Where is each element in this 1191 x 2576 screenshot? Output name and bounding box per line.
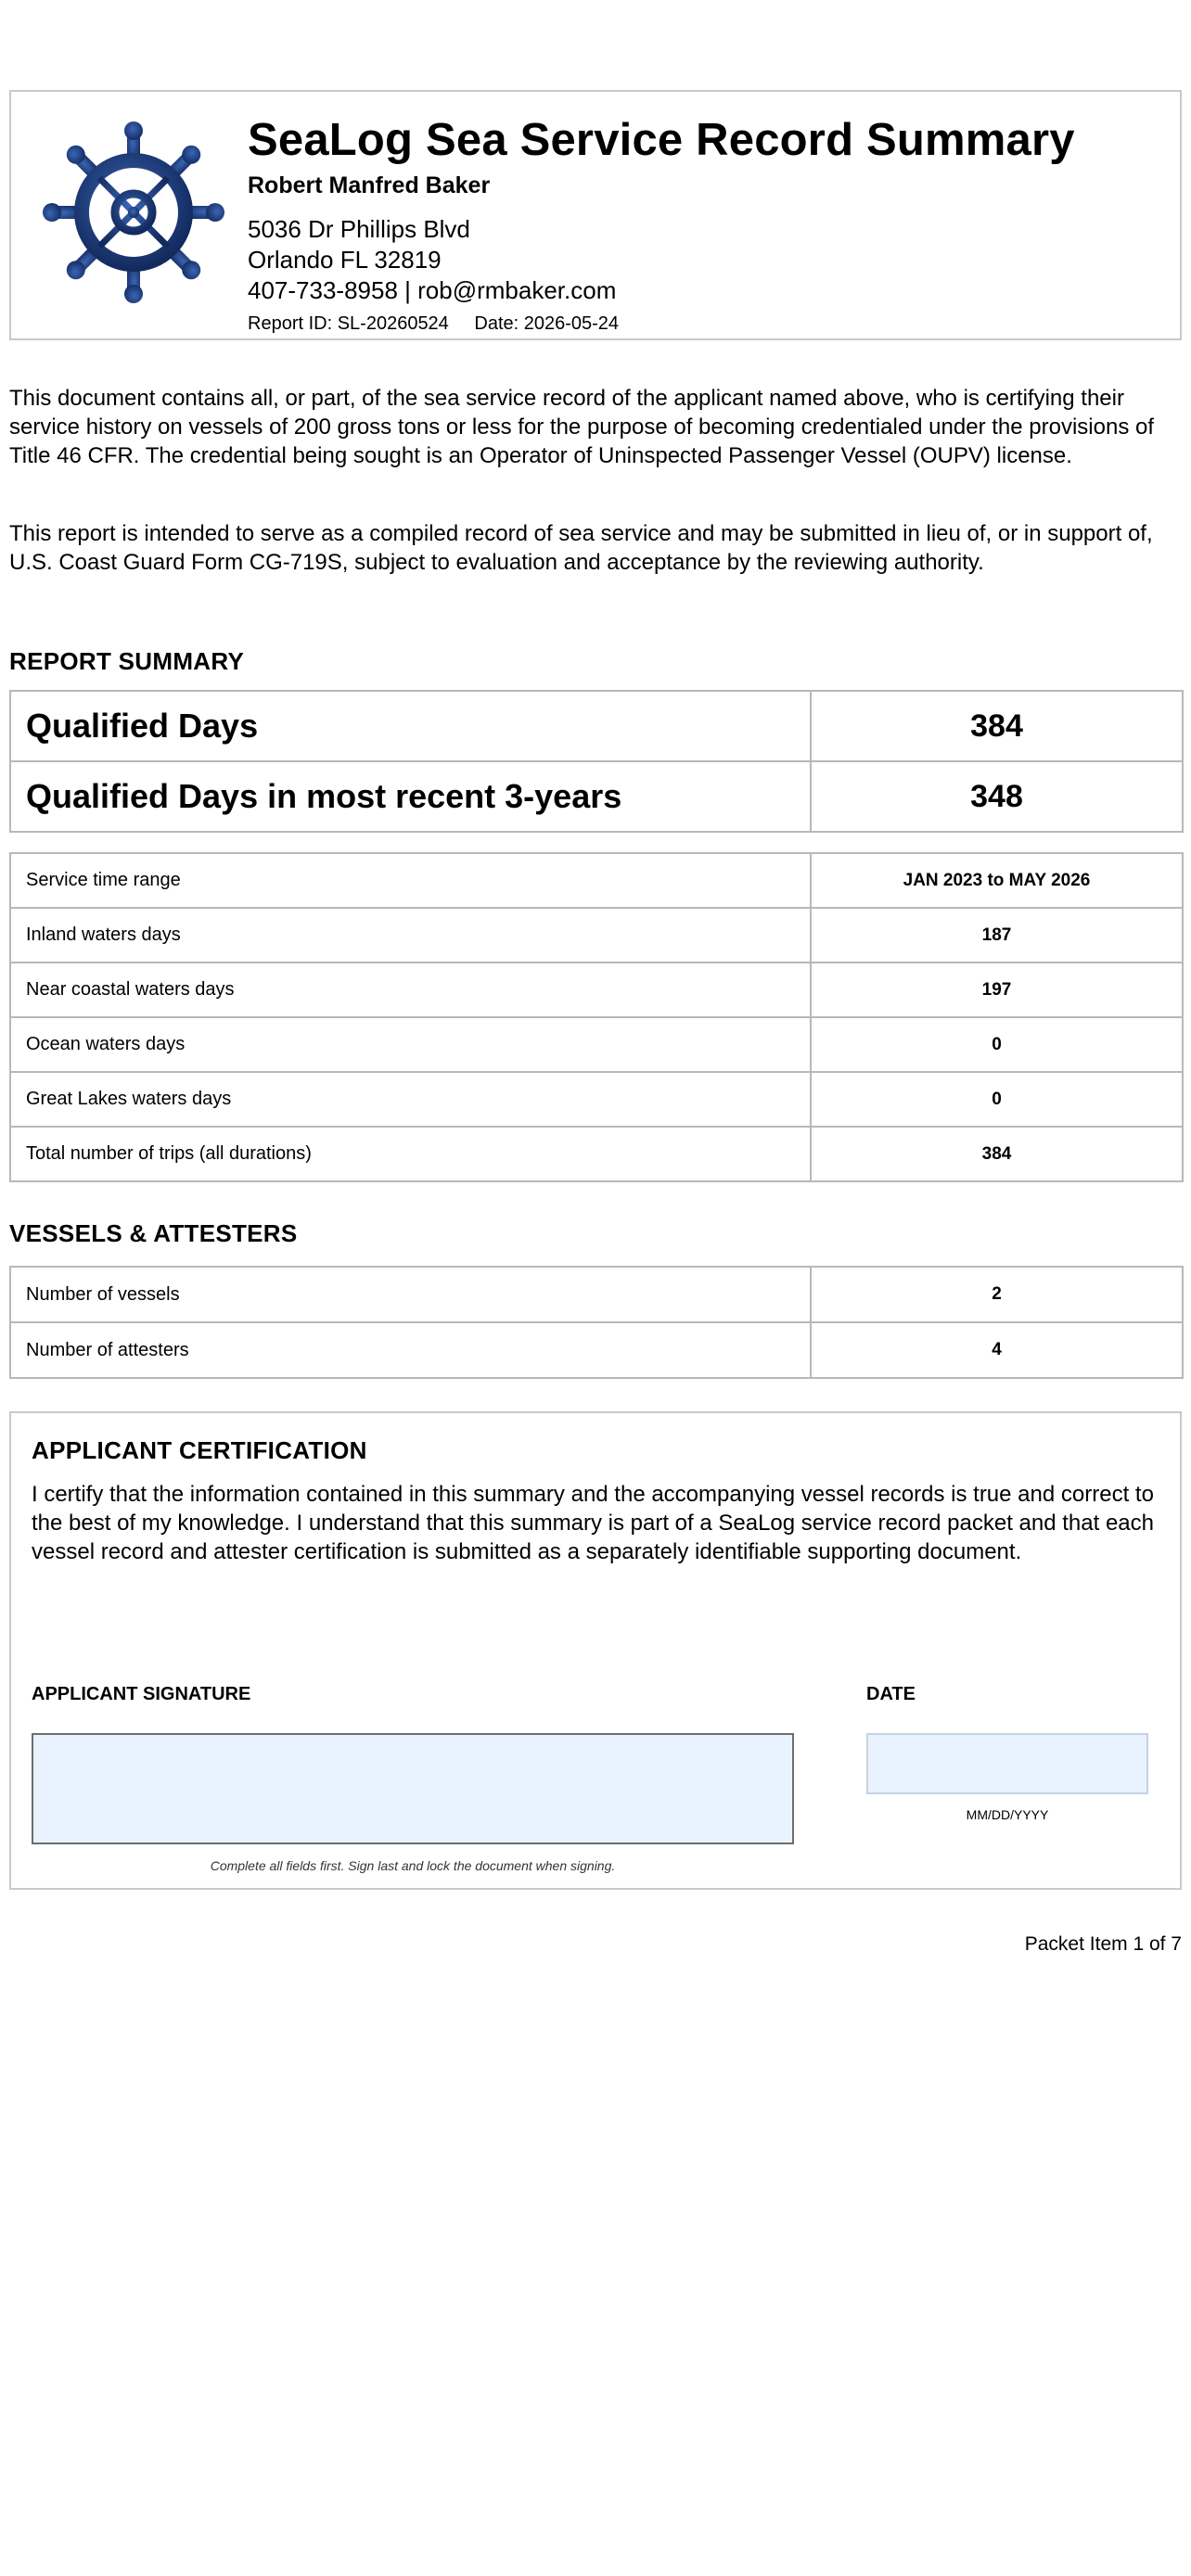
vessels-table <box>9 1266 1184 1379</box>
table-row <box>10 1072 1183 1127</box>
table-row <box>10 1017 1183 1072</box>
vessel-count-value: 2 <box>811 1267 1183 1322</box>
table-row <box>10 963 1183 1017</box>
applicant-certification-card <box>9 1411 1182 1890</box>
service-range-label: Service time range <box>10 853 811 908</box>
report-id: Report ID: SL-20260524 <box>248 313 449 334</box>
near-coastal-days-value: 197 <box>811 963 1183 1017</box>
ocean-days-label: Ocean waters days <box>10 1017 811 1072</box>
service-range-value: JAN 2023 to MAY 2026 <box>811 853 1183 908</box>
total-trips-value: 384 <box>811 1127 1183 1181</box>
intro-paragraph-1: This document contains all, or part, of the sea service record of the applicant named above, who is certifying their service history on vessels of 200 gross tons or less for the purpose of becoming credentialed under the provisions of Title 46 CFR. The credential being sought is an Operator of Uninspected Passenger Vessel (OUPV) license. <box>9 386 1154 468</box>
certification-heading: APPLICANT CERTIFICATION <box>32 1436 367 1464</box>
contact-line: 407-733-8958 | rob@rmbaker.com <box>248 276 617 304</box>
header-card <box>9 90 1182 340</box>
signature-label: APPLICANT SIGNATURE <box>32 1684 251 1704</box>
table-row <box>10 908 1183 963</box>
table-row <box>10 1322 1183 1378</box>
date-field[interactable] <box>866 1733 1148 1794</box>
attester-count-label: Number of attesters <box>10 1322 811 1378</box>
table-row <box>10 853 1183 908</box>
great-lakes-days-label: Great Lakes waters days <box>10 1072 811 1127</box>
certification-statement: I certify that the information contained in this summary and the accompanying vessel records is true and correct to the best of my knowledge. I understand that this summary is part of a SeaLog service record packet and that each vessel record and attester certification is submitted as a separately identifiable supporting document. <box>32 1482 1154 1564</box>
report-date: Date: 2026-05-24 <box>474 313 620 334</box>
table-row <box>10 761 1183 832</box>
inland-days-label: Inland waters days <box>10 908 811 963</box>
table-row <box>10 691 1183 761</box>
qualified-days-recent-label: Qualified Days in most recent 3-years <box>10 761 811 832</box>
total-trips-label: Total number of trips (all durations) <box>10 1127 811 1181</box>
vessel-count-label: Number of vessels <box>10 1267 811 1322</box>
table-row <box>10 1267 1183 1322</box>
qualified-days-recent-value: 348 <box>811 761 1183 832</box>
signature-field[interactable] <box>32 1733 794 1844</box>
intro-paragraph-2: This report is intended to serve as a compiled record of sea service and may be submitted in lieu of, or in support of, U.S. Coast Guard Form CG-719S, subject to evaluation and acceptance by the reviewing authority. <box>9 521 1153 575</box>
table-row <box>10 1127 1183 1181</box>
signature-instructions: Complete all fields first. Sign last and lock the document when signing. <box>210 1858 616 1873</box>
address-line-1: 5036 Dr Phillips Blvd <box>248 215 470 243</box>
date-format-hint: MM/DD/YYYY <box>966 1807 1049 1822</box>
date-label: DATE <box>866 1684 916 1704</box>
great-lakes-days-value: 0 <box>811 1072 1183 1127</box>
vessels-attesters-heading: VESSELS & ATTESTERS <box>9 1219 298 1247</box>
ocean-days-value: 0 <box>811 1017 1183 1072</box>
applicant-address <box>248 214 1075 306</box>
report-meta <box>248 310 1075 338</box>
service-details-table <box>9 852 1184 1182</box>
header-text <box>248 112 1075 338</box>
report-summary-heading: REPORT SUMMARY <box>9 647 245 675</box>
applicant-name: Robert Manfred Baker <box>248 172 491 198</box>
address-line-2: Orlando FL 32819 <box>248 246 442 274</box>
attester-count-value: 4 <box>811 1322 1183 1378</box>
qualified-days-value: 384 <box>811 691 1183 761</box>
document-title: SeaLog Sea Service Record Summary <box>248 115 1075 165</box>
packet-item-label: Packet Item 1 of 7 <box>1024 1933 1182 1955</box>
ships-wheel-icon <box>41 120 226 305</box>
near-coastal-days-label: Near coastal waters days <box>10 963 811 1017</box>
qualified-days-label: Qualified Days <box>10 691 811 761</box>
qualified-days-table <box>9 690 1184 833</box>
inland-days-value: 187 <box>811 908 1183 963</box>
